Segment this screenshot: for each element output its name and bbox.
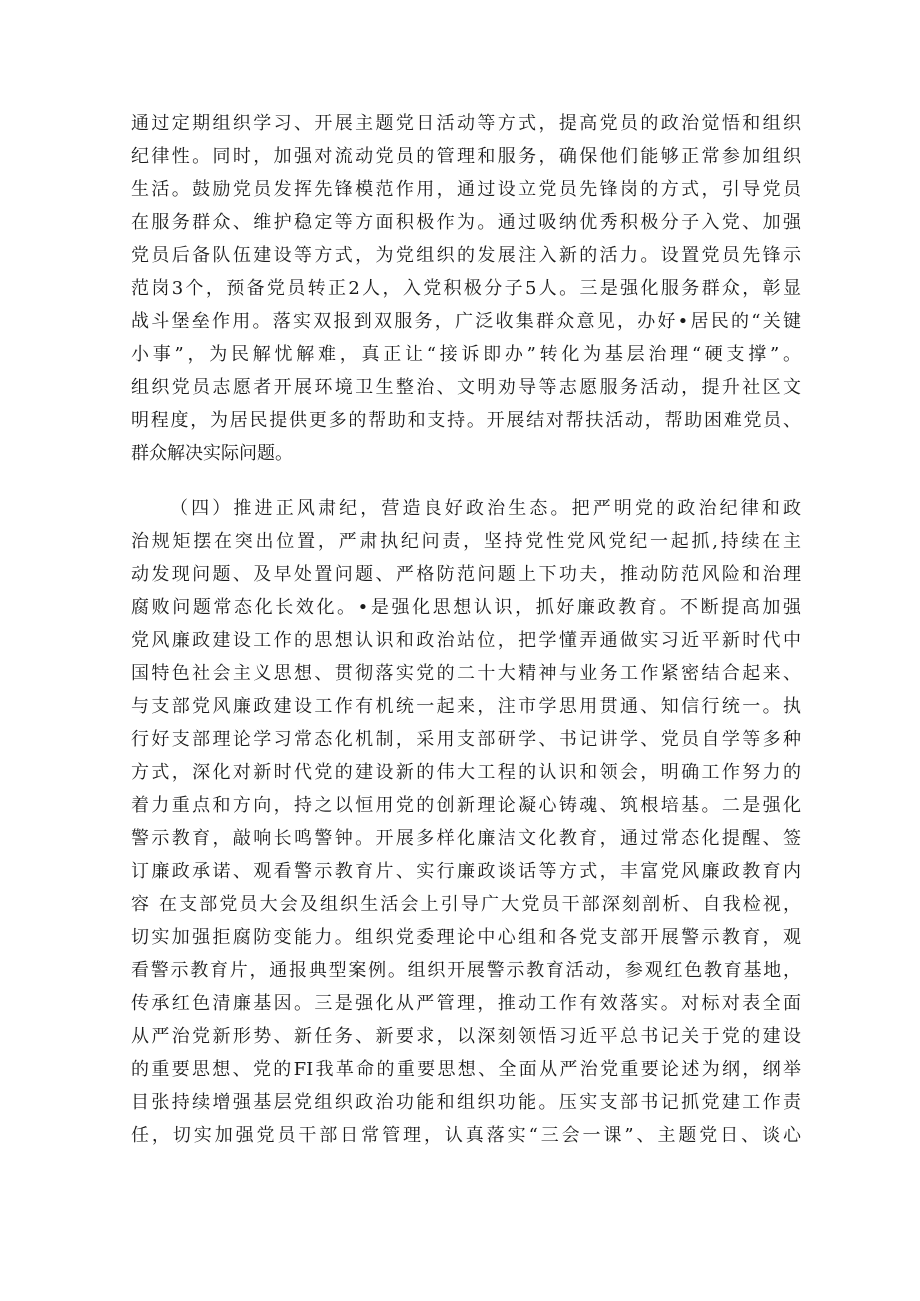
text-line: 订廉政承诺、观看警示教育片、实行廉政谈话等方式，丰富党风廉政教育内: [131, 861, 801, 882]
text-line: 从严治党新形势、新任务、新要求，以深刻领悟习近平总书记关于党的建设: [131, 1026, 801, 1047]
text-line: 行好支部理论学习常态化机制，采用支部研学、书记讲学、党员自学等多种: [131, 729, 801, 750]
text-line: 方式，深化对新时代党的建设新的伟大工程的认识和领会，明确工作努力的: [131, 762, 801, 783]
text-line: 切实加强拒腐防变能力。组织党委理论中心组和各党支部开展警示教育，观: [131, 927, 801, 948]
text-line: 通过定期组织学习、开展主题党日活动等方式，提高党员的政治觉悟和组织: [131, 113, 801, 134]
text-line: 目张持续增强基层党组织政治功能和组织功能。压实支部书记抓党建工作责: [131, 1092, 801, 1113]
text-line: 战斗堡垒作用。落实双报到双服务，广泛收集群众意见，办好•居民的“关键: [131, 311, 801, 332]
text-line: 动发现问题、及早处置问题、严格防范问题上下功夫，推动防范风险和治理: [131, 564, 801, 585]
text-line: 纪律性。同时，加强对流动党员的管理和服务，确保他们能够正常参加组织: [131, 146, 801, 167]
text-line: 党风廉政建设工作的思想认识和政治站位，把学懂弄通做实习近平新时代中: [131, 630, 801, 651]
text-line: 容 在支部党员大会及组织生活会上引导广大党员干部深刻剖析、自我检视，: [131, 894, 801, 915]
text-line: 传承红色清廉基因。三是强化从严管理，推动工作有效落实。对标对表全面: [131, 993, 801, 1014]
text-line: 群众解决实际问题。: [131, 443, 293, 464]
text-line: 的重要思想、党的FI我革命的重要思想、全面从严治党重要论述为纲，纲举: [131, 1059, 801, 1080]
text-line: 治规矩摆在突出位置，严肃执纪问责，坚持党性党风党纪一起抓,持续在主: [131, 531, 801, 552]
text-line: 看警示教育片，通报典型案例。组织开展警示教育活动，参观红色教育基地，: [131, 960, 801, 981]
text-line: 组织党员志愿者开展环境卫生整治、文明劝导等志愿服务活动，提升社区文: [131, 377, 801, 398]
text-line: 明程度，为居民提供更多的帮助和支持。开展结对帮扶活动，帮助困难党员、: [131, 410, 801, 431]
text-line: 与支部党风廉政建设工作有机统一起来，注市学思用贯通、知信行统一。执: [131, 696, 801, 717]
text-line: 警示教育，敲响长鸣警钟。开展多样化廉洁文化教育，通过常态化提醒、签: [131, 828, 801, 849]
text-line: 在服务群众、维护稳定等方面积极作为。通过吸纳优秀积极分子入党、加强: [131, 212, 801, 233]
section-heading-line: （四）推进正风肃纪，营造良好政治生态。把严明党的政治纪律和政: [170, 498, 801, 519]
text-line: 国特色社会主义思想、贯彻落实党的二十大精神与业务工作紧密结合起来、: [131, 663, 801, 684]
text-line: 小事”，为民解忧解难，真正让“接诉即办”转化为基层治理“硬支撑”。: [131, 344, 801, 365]
text-line: 党员后备队伍建设等方式，为党组织的发展注入新的活力。设置党员先锋示: [131, 245, 801, 266]
text-line: 范岗3个，预备党员转正2人，入党积极分子5人。三是强化服务群众，彰显: [131, 278, 801, 299]
text-line: 着力重点和方向，持之以恒用党的创新理论凝心铸魂、筑根培基。二是强化: [131, 795, 801, 816]
text-line: 生活。鼓励党员发挥先锋模范作用，通过设立党员先锋岗的方式，引导党员: [131, 179, 801, 200]
text-line: 任，切实加强党员干部日常管理，认真落实“三会一课”、主题党日、谈心: [131, 1125, 801, 1146]
text-line: 腐败问题常态化长效化。•是强化思想认识，抓好廉政教育。不断提高加强: [131, 597, 801, 618]
